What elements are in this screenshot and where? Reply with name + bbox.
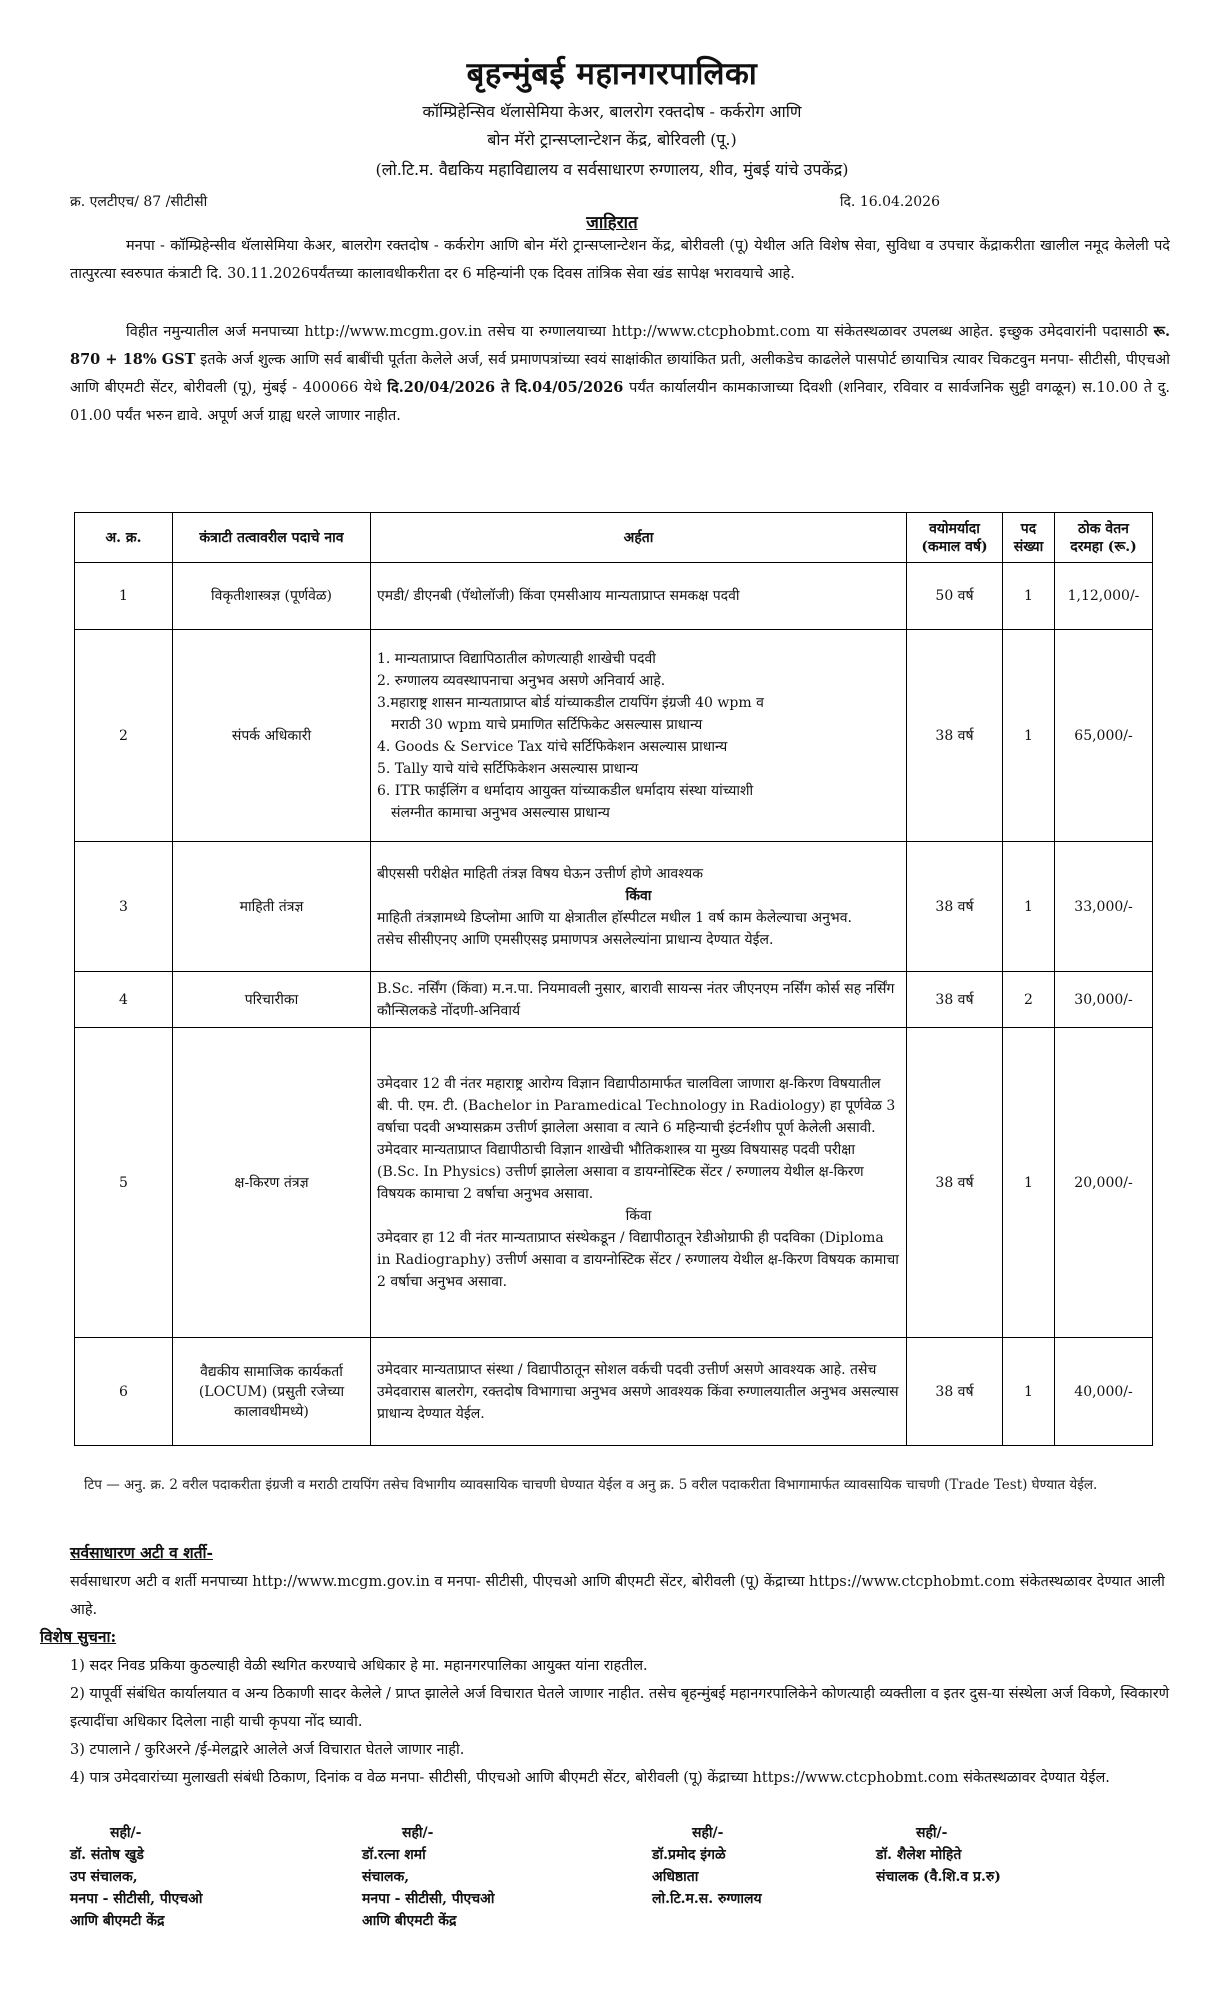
table-row: 1 विकृतीशास्त्रज्ञ (पूर्णवेळ) एमडी/ डीएनबी (पॅथोलॉजी) किंवा एमसीआय मान्यताप्राप्त समकक्ष पदवी 50 वर्ष 1 1,12,000/- — [75, 563, 1153, 630]
table-header-row — [75, 513, 1153, 563]
col-header-sr: अ. क्र. — [75, 513, 173, 563]
table-row: 2 संपर्क अधिकारी 1. मान्यताप्राप्त विद्यापिठातील कोणत्याही शाखेची पदवी 2. रुग्णालय व्यवस्थापनाचा अनुभव असणे अनिवार्य आहे. 3.महाराष्ट्र शासन मान्यताप्राप्त बोर्ड यांच्याकडील टायपिंग इंग्रजी 40 wpm व मराठी 30 wpm याचे प्रमाणित सर्टिफिकेट असल्यास प्राधान्य 4. Goods & Service Tax यांचे सर्टिफिकेशन असल्यास प्राधान्य 5. Tally याचे यांचे सर्टिफिकेशन असल्यास प्राधान्य 6. ITR फाईलिंग व धर्मादाय आयुक्त यांच्याकडील धर्मादाय संस्था यांच्याशी संलग्नीत कामाचा अनुभव असल्यास प्राधान्य 38 वर्ष 1 65,000/- — [75, 630, 1153, 842]
col-header-salary: ठोक वेतन दरमहा (रू.) — [1055, 513, 1153, 563]
list-item: 3) टपालाने / कुरिअरने /ई-मेलद्वारे आलेले अर्ज विचारात घेतले जाणार नाही. — [70, 1742, 465, 1758]
signature-2: सही/- डॉ.रत्ना शर्मा संचालक, मनपा - सीटीसी, पीएचओ आणि बीएमटी केंद्र — [362, 1825, 495, 1929]
table-row: 5 क्ष-किरण तंत्रज्ञ उमेदवार 12 वी नंतर महाराष्ट्र आरोग्य विज्ञान विद्यापीठामार्फत चालविला जाणारा क्ष-किरण विषयातील बी. पी. एम. टी. (Bachelor in Paramedical Technology in Radiology) हा पूर्णवेळ 3 वर्षाचा पदवी अभ्यासक्रम उत्तीर्ण झालेला असावा व त्याने 6 महिन्याची इंटर्नशीप पूर्ण केलेली असावी. उमेदवार मान्यताप्राप्त विद्यापीठाची विज्ञान शाखेची भौतिकशास्त्र या मुख्य विषयासह पदवी परीक्षा (B.Sc. In Physics) उत्तीर्ण झालेला असावा व डायग्नोस्टिक सेंटर / रुग्णालय येथील क्ष-किरण विषयक कामाचा 2 वर्षाचा अनुभव असावा. किंवा उमेदवार हा 12 वी नंतर मान्यताप्राप्त संस्थेकडून / विद्यापीठातून रेडीओग्राफी ही पदविका (Diploma in Radiography) उत्तीर्ण असावा व डायग्नोस्टिक सेंटर / रुग्णालय येथील क्ष-किरण विषयक कामाचा 2 वर्षाचा अनुभव असावा. 38 वर्ष 1 20,000/- — [75, 1028, 1153, 1338]
table-row: 4 परिचारीका B.Sc. नर्सिंग (किंवा) म.न.पा. नियमावली नुसार, बारावी सायन्स नंतर जीएनएम नर्सिंग कोर्स सह नर्सिंग कौन्सिलकडे नोंदणी-अनिवार्य 38 वर्ष 2 30,000/- — [75, 972, 1153, 1028]
posts-table — [74, 512, 1153, 1446]
special-notes-list — [70, 1652, 1180, 1792]
intro-paragraph-2: विहीत नमुन्यातील अर्ज मनपाच्या http://www.mcgm.gov.in तसेच या रुग्णालयाच्या http://www.ctcphobmt.com या संकेतस्थळावर उपलब्ध आहेत. इच्छुक उमेदवारांनी पदासाठी रू. 870 + 18% GST इतके अर्ज शुल्क आणि सर्व बाबींची पूर्तता केलेले अर्ज, सर्व प्रमाणपत्रांच्या स्वयं साक्षांकीत छायांकित प्रती, अलीकडेच काढलेले पासपोर्ट छायाचित्र त्यावर चिकटवुन मनपा- सीटीसी, पीएचओ आणि बीएमटी सेंटर, बोरीवली (पू), मुंबई - 400066 येथे दि.20/04/2026 ते दि.04/05/2026 पर्यंत कार्यालयीन कामकाजाच्या दिवशी (शनिवार, रविवार व सार्वजनिक सुट्टी वगळून) स.10.00 ते दु. 01.00 पर्यंत भरुन द्यावे. अपूर्ण अर्ज ग्राह्य धरले जाणार नाहीत. — [70, 323, 1171, 424]
general-terms-text: सर्वसाधारण अटी व शर्ती मनपाच्या http://www.mcgm.gov.in व मनपा- सीटीसी, पीएचओ आणि बीएमटी सेंटर, बोरीवली (पू) केंद्राच्या https://www.ctcphobmt.com संकेतस्थळावर देण्यात आली आहे. — [70, 1574, 1165, 1618]
list-item: 4) पात्र उमेदवारांच्या मुलाखती संबंधी ठिकाण, दिनांक व वेळ मनपा- सीटीसी, पीएचओ आणि बीएमटी सेंटर, बोरीवली (पू) केंद्राच्या https://www.ctcphobmt.com संकेतस्थळावर देण्यात येईल. — [70, 1770, 1110, 1786]
col-header-qualification: अर्हता — [371, 513, 907, 563]
signature-4: सही/- डॉ. शैलेश मोहिते संचालक (वै.शि.व प्र.रु) — [876, 1825, 1001, 1885]
header-line-3: (लो.टि.म. वैद्यकिय महाविद्यालय व सर्वसाधारण रुग्णालय, शीव, मुंबई यांचे उपकेंद्र) — [375, 160, 849, 179]
reference-date: दि. 16.04.2026 — [839, 194, 940, 210]
signature-3: सही/- डॉ.प्रमोद इंगळे अधिष्ठाता लो.टि.म.स. रुग्णालय — [652, 1825, 762, 1907]
reference-number: क्र. एलटीएच/ 87 /सीटीसी — [70, 194, 208, 210]
list-item: 1) सदर निवड प्रकिया कुठल्याही वेळी स्थगित करण्याचे अधिकार हे मा. महानगरपालिका आयुक्त यांना राहतील. — [70, 1658, 648, 1674]
intro-paragraph-1: मनपा - कॉम्प्रिहेन्सीव थॅलासेमिया केअर, बालरोग रक्तदोष - कर्करोग आणि बोन मॅरो ट्रान्सप्लान्टेशन केंद्र, बोरीवली (पू) येथील अति विशेष सेवा, सुविधा व उपचार केंद्राकरीता खालील नमूद केलेली पदे तात्पुरत्या स्वरुपात कंत्राटी दि. 30.11.2026पर्यंतच्या कालावधीकरीता दर 6 महिन्यांनी एक दिवस तांत्रिक सेवा खंड सापेक्ष भरावयाचे आहे. — [70, 238, 1170, 282]
table-row: 3 माहिती तंत्रज्ञ बीएससी परीक्षेत माहिती तंत्रज्ञ विषय घेऊन उत्तीर्ण होणे आवश्यक किंवा माहिती तंत्रज्ञामध्ये डिप्लोमा आणि या क्षेत्रातील हॉस्पीटल मधील 1 वर्ष काम केलेल्याचा अनुभव. तसेच सीसीएनए आणि एमसीएसइ प्रमाणपत्र असलेल्यांना प्राधान्य देण्यात येईल. 38 वर्ष 1 33,000/- — [75, 842, 1153, 972]
general-terms-heading: सर्वसाधारण अटी व शर्ती- — [70, 1543, 213, 1562]
table-row: 6 वैद्यकीय सामाजिक कार्यकर्ता (LOCUM) (प्रसुती रजेच्या कालावधीमध्ये) उमेदवार मान्यताप्राप्त संस्था / विद्यापीठातून सोशल वर्कची पदवी उत्तीर्ण असणे आवश्यक आहे. तसेच उमेदवारास बालरोग, रक्तदोष विभागाचा अनुभव असणे आवश्यक किंवा रुग्णालयातील अनुभव असल्यास प्राधान्य देण्यात येईल. 38 वर्ष 1 40,000/- — [75, 1338, 1153, 1446]
list-item: 2) यापूर्वी संबंधित कार्यालयात व अन्य ठिकाणी सादर केलेले / प्राप्त झालेले अर्ज विचारात घेतले जाणार नाहीत. तसेच बृहन्मुंबई महानगरपालिकेने कोणत्याही व्यक्तीला व इतर दुस-या संस्थेला अर्ज विकणे, स्विकारणे इत्यादींचा अधिकार दिलेला नाही याची कृपया नोंद घ्यावी. — [70, 1686, 1170, 1730]
footnote: टिप — अनु. क्र. 2 वरील पदाकरीता इंग्रजी व मराठी टायपिंग तसेच विभागीय व्यावसायिक चाचणी घेण्यात येईल व अनु क्र. 5 वरील पदाकरीता विभागामार्फत व्यावसायिक चाचणी (Trade Test) घेण्यात येईल. — [84, 1477, 1098, 1493]
application-fee: रू. 870 + 18% GST — [70, 323, 1170, 368]
reference-row — [70, 192, 940, 212]
header-line-2: बोन मॅरो ट्रान्सप्लान्टेशन केंद्र, बोरिवली (पू.) — [487, 130, 737, 149]
org-title: बृहन्मुंबई महानगरपालिका — [466, 56, 758, 92]
header-line-1: कॉम्प्रिहेन्सिव थॅलासेमिया केअर, बालरोग रक्तदोष - कर्करोग आणि — [422, 102, 802, 121]
notice-title: जाहिरात — [586, 213, 638, 233]
special-notes-heading: विशेष सुचना: — [40, 1627, 117, 1646]
col-header-count: पद संख्या — [1003, 513, 1055, 563]
col-header-age: वयोमर्यादा (कमाल वर्ष) — [907, 513, 1003, 563]
col-header-post: कंत्राटी तत्वावरील पदाचे नाव — [173, 513, 371, 563]
signature-1: सही/- डॉ. संतोष खुडे उप संचालक, मनपा - सीटीसी, पीएचओ आणि बीएमटी केंद्र — [70, 1825, 203, 1929]
application-dates: दि.20/04/2026 ते दि.04/05/2026 — [387, 379, 624, 396]
